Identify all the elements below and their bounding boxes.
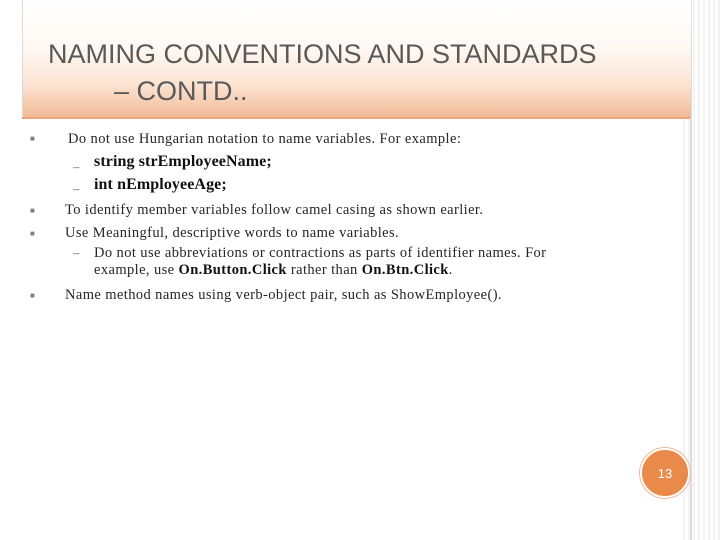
abbrev-prefix: example, use — [94, 262, 179, 278]
bullet-item: Do not use Hungarian notation to name variables. For example: — [68, 131, 462, 147]
abbrev-good-example: On.Button.Click — [178, 262, 287, 278]
abbrev-suffix: . — [448, 262, 453, 278]
abbrev-bad-example: On.Btn.Click — [361, 262, 449, 278]
slide-title-line2: – CONTD.. — [114, 76, 248, 106]
bullet-item: Name method names using verb-object pair, such as ShowEmployee(). — [65, 287, 502, 303]
page-number-badge: 13 — [640, 448, 690, 498]
bullet-marker: ■ — [30, 291, 35, 300]
sub-bullet-item: int nEmployeeAge; — [94, 176, 227, 193]
sub-bullet-item: string strEmployeeName; — [94, 153, 272, 170]
sub-bullet-marker: – — [73, 159, 80, 174]
sub-bullet-marker: – — [73, 245, 80, 260]
bullet-marker: ■ — [30, 229, 35, 238]
bullet-marker: ■ — [30, 206, 35, 215]
abbrev-note-line1: Do not use abbreviations or contractions as parts of identifier names. For — [94, 245, 547, 261]
abbrev-middle: rather than — [286, 262, 362, 278]
bullet-marker: ■ — [30, 134, 35, 143]
abbrev-note-line2 — [94, 262, 453, 279]
bullet-item: Use Meaningful, descriptive words to name variables. — [65, 225, 400, 241]
bullet-item: To identify member variables follow camel casing as shown earlier. — [65, 202, 484, 218]
sub-bullet-marker: – — [73, 181, 80, 196]
slide-title-line1: NAMING CONVENTIONS AND STANDARDS — [48, 39, 597, 69]
